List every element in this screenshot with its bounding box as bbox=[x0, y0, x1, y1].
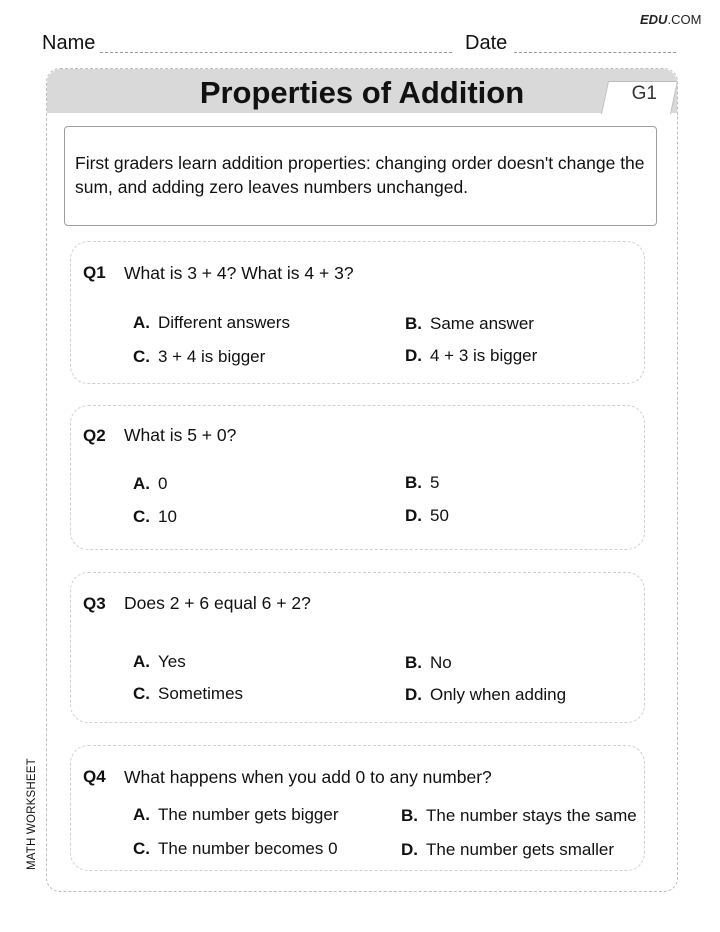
option-letter: B. bbox=[401, 806, 418, 825]
option-letter: C. bbox=[133, 507, 150, 526]
option-c[interactable] bbox=[133, 839, 338, 859]
option-letter: B. bbox=[405, 653, 422, 672]
question-card-3 bbox=[70, 572, 645, 723]
option-text: Same answer bbox=[430, 314, 534, 333]
option-text: 3 + 4 is bigger bbox=[158, 347, 266, 366]
question-number: Q1 bbox=[83, 263, 106, 282]
option-text: Only when adding bbox=[430, 685, 567, 704]
option-text: Yes bbox=[158, 652, 186, 671]
name-line[interactable] bbox=[100, 52, 452, 53]
option-b[interactable] bbox=[405, 653, 452, 673]
option-letter: A. bbox=[133, 474, 150, 493]
option-letter: A. bbox=[133, 652, 150, 671]
question-number: Q3 bbox=[83, 594, 106, 613]
option-d[interactable] bbox=[405, 346, 537, 366]
question-text: What is 3 + 4? What is 4 + 3? bbox=[124, 263, 354, 283]
option-letter: D. bbox=[401, 840, 418, 859]
option-c[interactable] bbox=[133, 684, 243, 704]
question-card-2 bbox=[70, 405, 645, 550]
option-d[interactable] bbox=[405, 506, 449, 526]
intro-box: First graders learn addition properties: changing order doesn't change the sum, and adding zero leaves numbers unchanged. bbox=[64, 126, 657, 226]
brand-bold: EDU bbox=[640, 12, 668, 27]
option-d[interactable] bbox=[405, 685, 566, 705]
question-card-1 bbox=[70, 241, 645, 384]
option-text: 4 + 3 is bigger bbox=[430, 346, 538, 365]
option-text: The number gets smaller bbox=[426, 840, 615, 859]
option-letter: D. bbox=[405, 346, 422, 365]
option-text: 5 bbox=[430, 473, 440, 492]
brand-logo bbox=[640, 12, 701, 27]
page-title: Properties of Addition bbox=[199, 75, 525, 110]
option-letter: D. bbox=[405, 506, 422, 525]
option-text: 10 bbox=[158, 507, 177, 526]
option-text: The number gets bigger bbox=[158, 805, 339, 824]
option-letter: A. bbox=[133, 313, 150, 332]
brand-rest: .COM bbox=[667, 12, 702, 27]
option-d[interactable] bbox=[401, 840, 614, 860]
option-text: Different answers bbox=[158, 313, 290, 332]
option-text: The number stays the same bbox=[426, 806, 637, 825]
option-a[interactable] bbox=[133, 652, 186, 672]
option-text: 0 bbox=[158, 474, 168, 493]
question-text: What happens when you add 0 to any number? bbox=[124, 767, 492, 787]
question-text: What is 5 + 0? bbox=[124, 425, 237, 445]
option-b[interactable] bbox=[401, 806, 637, 826]
option-c[interactable] bbox=[133, 507, 177, 527]
option-letter: A. bbox=[133, 805, 150, 824]
option-b[interactable] bbox=[405, 473, 439, 493]
name-label: Name bbox=[42, 32, 96, 54]
option-text: 50 bbox=[430, 506, 449, 525]
option-text: No bbox=[430, 653, 452, 672]
option-a[interactable] bbox=[133, 313, 290, 333]
side-label: MATH WORKSHEET bbox=[26, 758, 38, 870]
grade-badge: G1 bbox=[631, 83, 657, 104]
question-number: Q4 bbox=[83, 767, 106, 786]
option-a[interactable] bbox=[133, 805, 339, 825]
option-letter: C. bbox=[133, 839, 150, 858]
date-label: Date bbox=[465, 32, 508, 54]
option-letter: B. bbox=[405, 314, 422, 333]
option-b[interactable] bbox=[405, 314, 534, 334]
option-c[interactable] bbox=[133, 347, 265, 367]
option-a[interactable] bbox=[133, 474, 167, 494]
option-text: The number becomes 0 bbox=[158, 839, 338, 858]
option-text: Sometimes bbox=[158, 684, 244, 703]
question-number: Q2 bbox=[83, 426, 106, 445]
question-text: Does 2 + 6 equal 6 + 2? bbox=[124, 593, 311, 613]
option-letter: B. bbox=[405, 473, 422, 492]
option-letter: D. bbox=[405, 685, 422, 704]
question-card-4 bbox=[70, 745, 645, 871]
option-letter: C. bbox=[133, 684, 150, 703]
date-line[interactable] bbox=[514, 52, 676, 53]
option-letter: C. bbox=[133, 347, 150, 366]
